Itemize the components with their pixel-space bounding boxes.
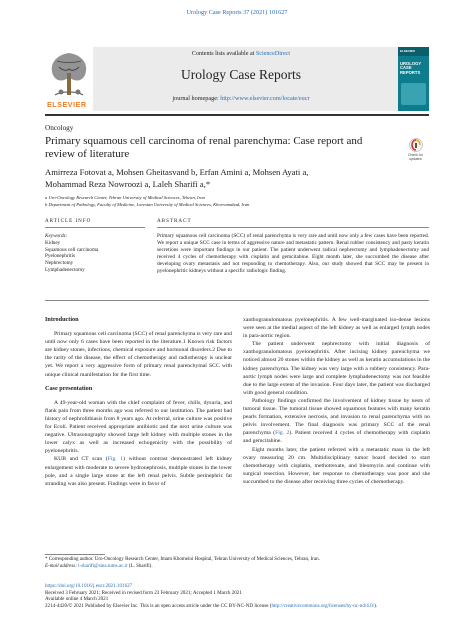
cover-title-2: CASE REPORTS [400, 65, 421, 75]
homepage-link[interactable]: http://www.elsevier.com/locate/eucr [220, 95, 310, 102]
contents-line [96, 51, 386, 57]
author-list [45, 166, 425, 190]
check-updates-label-2: updates [409, 157, 422, 161]
figure-2-link[interactable]: Fig. 2 [275, 430, 290, 437]
license-line [45, 603, 429, 610]
introduction-paragraph: Primary squamous cell carcinoma (SCC) of renal parenchyma is very rare and until now only 6 cases have been reported in the literature.1 Known risk factors are kidney stones, infections, chemical exposure and hormonal disorders.2 Due to the rarity of the disease, the effect of chemotherapy and radiotherapy is unclear yet. We report a very aggressive form of primary renal parenchymal SCC with unique clinical manifestation for the first time. [45, 331, 232, 378]
email-suffix: (L. Sharifi). [127, 563, 153, 569]
received-dates: Received 3 February 2021; Received in revised form 23 February 2021; Accepted 1 March 2021 [45, 589, 242, 596]
keyword-item: Kidney [45, 239, 61, 246]
affiliations [45, 195, 425, 209]
keywords-block [45, 233, 145, 274]
abstract-heading: ABSTRACT [157, 218, 192, 224]
doi-link[interactable]: https://doi.org/10.1016/j.eucr.2021.101627 [45, 583, 133, 589]
email-link[interactable]: l-sharifi@sina.tums.ac.ir [78, 563, 128, 569]
right-paragraph-4: Eight months later, the patient referred with a metastatic mass in the left ovary measuring 20 cm. Multidisciplinary tumor board decided to start chemotherapy with cisplatin, methotrexate, and bleomycin and continue with surgical resection. However, her response to chemotherapy was poor and she succumbed to the disease after receiving three cycles of chemotherapy. [243, 446, 430, 485]
case-p2-text-a: KUB and CT scan ( [54, 456, 108, 463]
section-label: Oncology [45, 124, 74, 132]
right-paragraph-1: xanthogranulomatous pyelonephritis. A few well-marginated iso-dense lesions were seen at the medial aspect of the left kidney as well as enlarged lymph nodes in para-aortic region. [243, 317, 430, 340]
footnote [45, 557, 429, 570]
homepage-prefix: journal homepage: [172, 95, 221, 102]
journal-cover[interactable] [398, 47, 429, 111]
corresponding-author: * Corresponding author. Uro-Oncology Research Center, Imam Khomeini Hospital, Tehran University of Medical Sciences, Tehran, Iran. [45, 557, 320, 562]
contents-prefix: Contents lists available at [191, 51, 256, 57]
authors-line-2: Mohammad Reza Nowroozi a, Laleh Sharifi a,* [45, 179, 211, 189]
article-footer [45, 583, 429, 609]
case-paragraph-1: A 49-year-old woman with the chief complaint of fever, chills, dysuria, and flank pain from three months ago was referred to our institution. The patient had history of nephrolithiasis from 8 years ago. At referral, urine culture was positive for Ecoli. Patient received appropriate antibiotic and the next urine culture was negative. Ultrasonography showed large left kidney with multiple stones in the lower calyx as well as increased echogenicity with the possibility of pyelonephritis. [45, 399, 232, 455]
right-paragraph-3 [243, 397, 430, 446]
license-prefix: 2214-4420/© 2021 Published by Elsevier Inc. This is an open access article under the CC BY-NC-ND license ( [45, 602, 272, 609]
right-p3-text-b: ). Patient received 4 cycles of chemotherapy with cisplatin and gemcitabine. [243, 430, 431, 445]
sciencedirect-link[interactable]: ScienceDirect [255, 51, 291, 57]
email-line [45, 564, 429, 571]
keyword-item: Lymphadenectomy [45, 266, 85, 273]
right-p3-text-a: Pathology findings confirmed the involvement of kidney tissue by nests of tumoral tissue. The tumoral tissue showed squamous features with many keratin pearls formation, extensive necrosis, and invasion to renal parenchyma with no pelvis involvement. The final diagnosis was primary SCC of the renal parenchyma ( [243, 397, 430, 437]
license-suffix: ). [374, 602, 378, 609]
homepage-line [96, 95, 386, 102]
check-updates-label-1: Check for [408, 153, 423, 157]
figure-1-link[interactable]: Fig. 1 [107, 456, 124, 463]
license-link[interactable]: http://creativecommons.org/licenses/by-nc-nd/4.0/ [271, 602, 375, 609]
body-left-column [45, 316, 232, 488]
keywords-label: Keywords: [45, 233, 68, 239]
check-updates-icon [409, 138, 423, 152]
elsevier-logo [45, 47, 93, 111]
keyword-item: Nephrectomy [45, 260, 74, 267]
abstract-text: Primary squamous cell carcinoma (SCC) of renal parenchyma is very rare and until now only a few cases have been reported. We report a unique SCC case in terms of aggressive nature and metastatic pattern. Renal rubber consistency and pasty keratin secretions were important findings in our patient. The patient underwent radical nephrectomy and lymphadenectomy and received 4 cycles of chemotherapy with cisplatin and gemcitabine. Eight month later, she succumbed the disease after developing ovary metastasis and not responding to chemotherapy. Also, our study showed that SCC may be present in pyelonephritic kidneys without a specific radiologic finding. [157, 233, 429, 275]
article-title: Primary squamous cell carcinoma of renal parenchyma: Case report and review of literature [45, 135, 363, 160]
email-prefix: E-mail address: [45, 563, 79, 569]
right-paragraph-2: The patient underwent nephrectomy with initial diagnosis of xanthogranulomatous pyelonephritis. After incising kidney parenchyma we noticed almost 20 stones within the kidney as well as keratin accumulations in the kidney parenchyma. The kidney was very large with a rubbery consistency. Para-aortic lymph nodes were large and complete lymphadenectomy was not feasible due to the large extent of the invasion. Four days later, the patient was discharged with good general condition. [243, 341, 430, 396]
body-right-column [243, 316, 430, 486]
case-paragraph-2 [45, 455, 232, 487]
introduction-heading: Introduction [45, 316, 79, 323]
header-rule [45, 114, 429, 116]
elsevier-wordmark: ELSEVIER [47, 100, 87, 109]
cover-publisher: ELSEVIER [398, 47, 429, 56]
article-info-heading: ARTICLE INFO [45, 218, 92, 224]
footnote-rule [45, 554, 105, 555]
abstract-bottom-rule [45, 300, 429, 301]
case-p2-text-b: ) without contrast demonstrated left kidney enlargement with moderate to severe hydronephrosis, multiple stones in the lower pole, and a single large stone at the left renal pelvis. Subtle perinephric fat stranding was also present. Findings were in favor of [45, 456, 232, 487]
journal-title: Urology Case Reports [181, 67, 301, 82]
case-presentation-heading: Case presentation [45, 384, 93, 392]
affiliation-b: b Department of Pathology, Faculty of Medicine, Lorestan University of Medical Sciences, Khorramabad, Iran [45, 201, 250, 207]
keyword-item: Pyelonephritis [45, 253, 75, 260]
abstract-rule [157, 227, 429, 228]
available-online: Available online 4 March 2021 [45, 596, 109, 603]
keyword-item: Squamous cell carcinoma [45, 246, 99, 253]
check-for-updates-button[interactable] [402, 138, 429, 161]
authors-line-1: Amirreza Fotovat a, Mohsen Gheitasvand b, Erfan Amini a, Mohsen Ayati a, [45, 167, 309, 177]
cover-graphic [401, 83, 426, 105]
cover-title-1: UROLOGY [400, 60, 422, 66]
affiliation-a: a Uro-Oncology Research Center, Tehran University of Medical Sciences, Tehran, Iran [45, 195, 205, 200]
journal-reference[interactable]: Urology Case Reports 37 (2021) 101627 [186, 9, 288, 16]
article-info-rule [45, 227, 145, 228]
